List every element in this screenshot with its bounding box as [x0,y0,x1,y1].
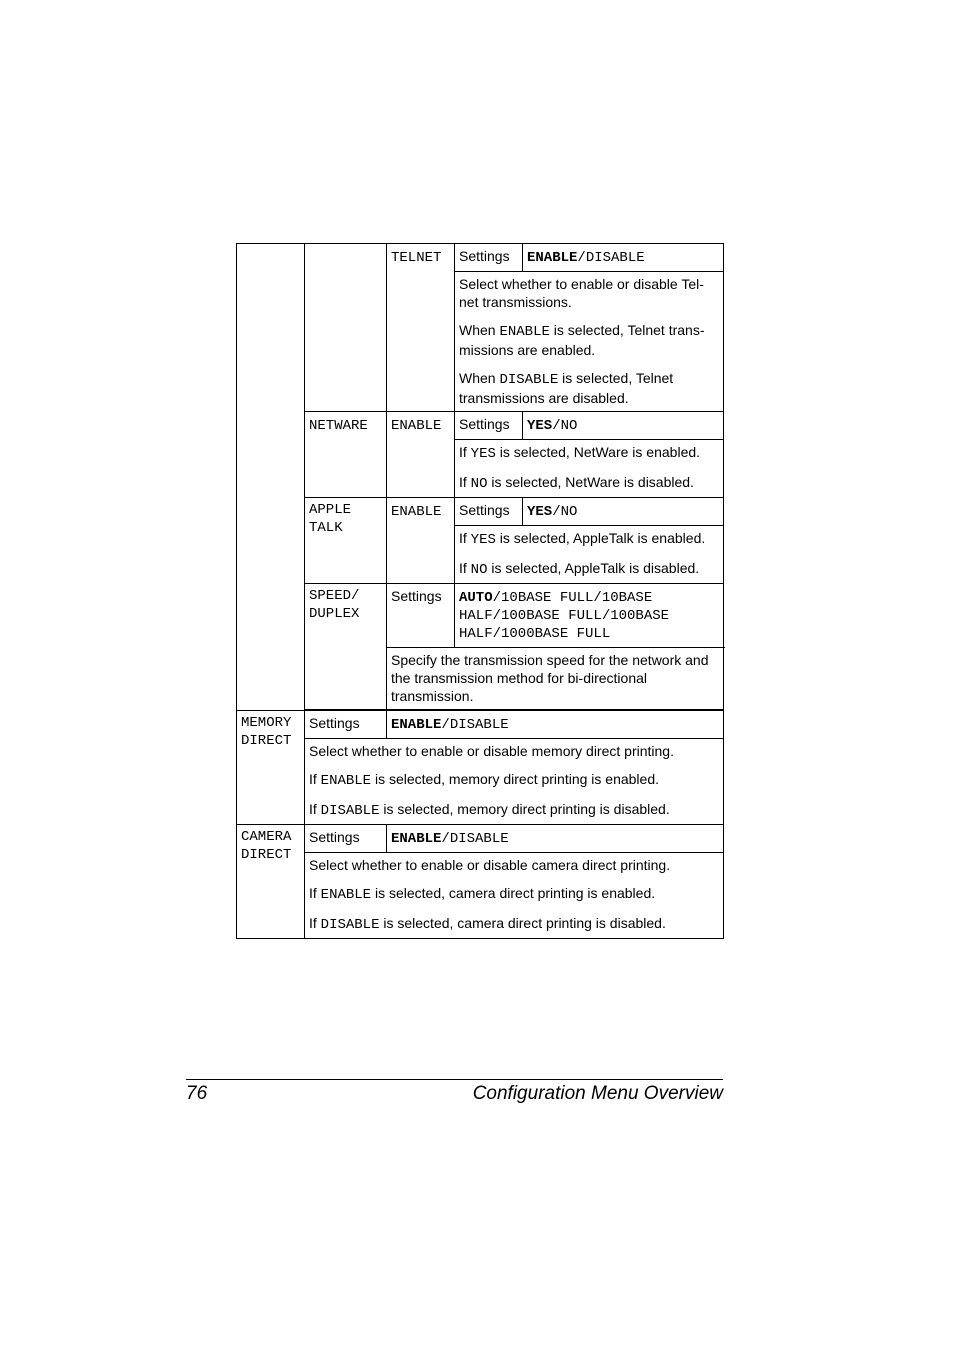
speed-settings-value: AUTO/10BASE FULL/10BASE HALF/100BASE FULL/100BASE HALF/1000BASE FULL [455,584,724,648]
appletalk-desc-2: If NO is selected, AppleTalk is disabled. [459,560,700,578]
netware-settings-value: YES/NO [523,412,724,440]
appletalk-desc-1: If YES is selected, AppleTalk is enabled. [459,530,706,548]
telnet-desc-1: Select whether to enable or disable Tel-net transmissions. [459,276,704,310]
telnet-item: TELNET [387,244,455,412]
telnet-desc-3: When DISABLE is selected, Telnet transmissions are disabled. [459,370,674,406]
footer-divider [186,1079,723,1080]
memory-description-row [237,739,724,825]
netware-desc-1: If YES is selected, NetWare is enabled. [459,444,701,462]
netware-enable-item: ENABLE [387,412,455,498]
speed-description: Specify the transmission speed for the network and the transmission method for bi-directional transmission. [387,648,724,710]
camera-description-row [237,853,724,939]
camera-desc-1: Select whether to enable or disable camera direct printing. [309,857,671,873]
memory-description [305,739,724,825]
appletalk-item: APPLE TALK [305,498,387,584]
page-number: 76 [186,1083,208,1104]
camera-desc-3: If DISABLE is selected, camera direct printing is disabled. [309,915,666,933]
memory-direct-item: MEMORY DIRECT [237,711,305,825]
appletalk-description [455,526,724,584]
netware-settings-label: Settings [455,412,523,440]
camera-settings-label: Settings [305,825,387,853]
appletalk-settings-label: Settings [455,498,523,526]
memory-settings-label: Settings [305,711,387,739]
telnet-parent-cell [305,244,387,412]
telnet-description [455,272,724,412]
appletalk-enable-item: ENABLE [387,498,455,584]
network-category-cell [237,244,305,711]
memory-desc-1: Select whether to enable or disable memory direct printing. [309,743,674,759]
memory-desc-2: If ENABLE is selected, memory direct printing is enabled. [309,771,660,789]
camera-description [305,853,724,939]
camera-direct-item: CAMERA DIRECT [237,825,305,939]
appletalk-settings-row [237,498,724,526]
camera-desc-2: If ENABLE is selected, camera direct printing is enabled. [309,885,656,903]
telnet-settings-value: ENABLE/DISABLE [523,244,724,272]
telnet-desc-2: When ENABLE is selected, Telnet trans-missions are enabled. [459,322,705,358]
speed-settings-label: Settings [387,584,455,648]
memory-desc-3: If DISABLE is selected, memory direct printing is disabled. [309,801,670,819]
camera-settings-row [237,825,724,853]
configuration-menu-table [236,243,724,939]
netware-item: NETWARE [305,412,387,498]
appletalk-settings-value: YES/NO [523,498,724,526]
camera-settings-value: ENABLE/DISABLE [387,825,724,853]
memory-settings-row [237,711,724,739]
memory-settings-value: ENABLE/DISABLE [387,711,724,739]
speed-duplex-item: SPEED/ DUPLEX [305,584,387,710]
telnet-settings-row [237,244,724,272]
speed-settings-row [237,584,724,648]
netware-description [455,440,724,498]
netware-desc-2: If NO is selected, NetWare is disabled. [459,474,694,492]
netware-settings-row [237,412,724,440]
running-footer-title: Configuration Menu Overview [472,1083,723,1104]
telnet-settings-label: Settings [455,244,523,272]
